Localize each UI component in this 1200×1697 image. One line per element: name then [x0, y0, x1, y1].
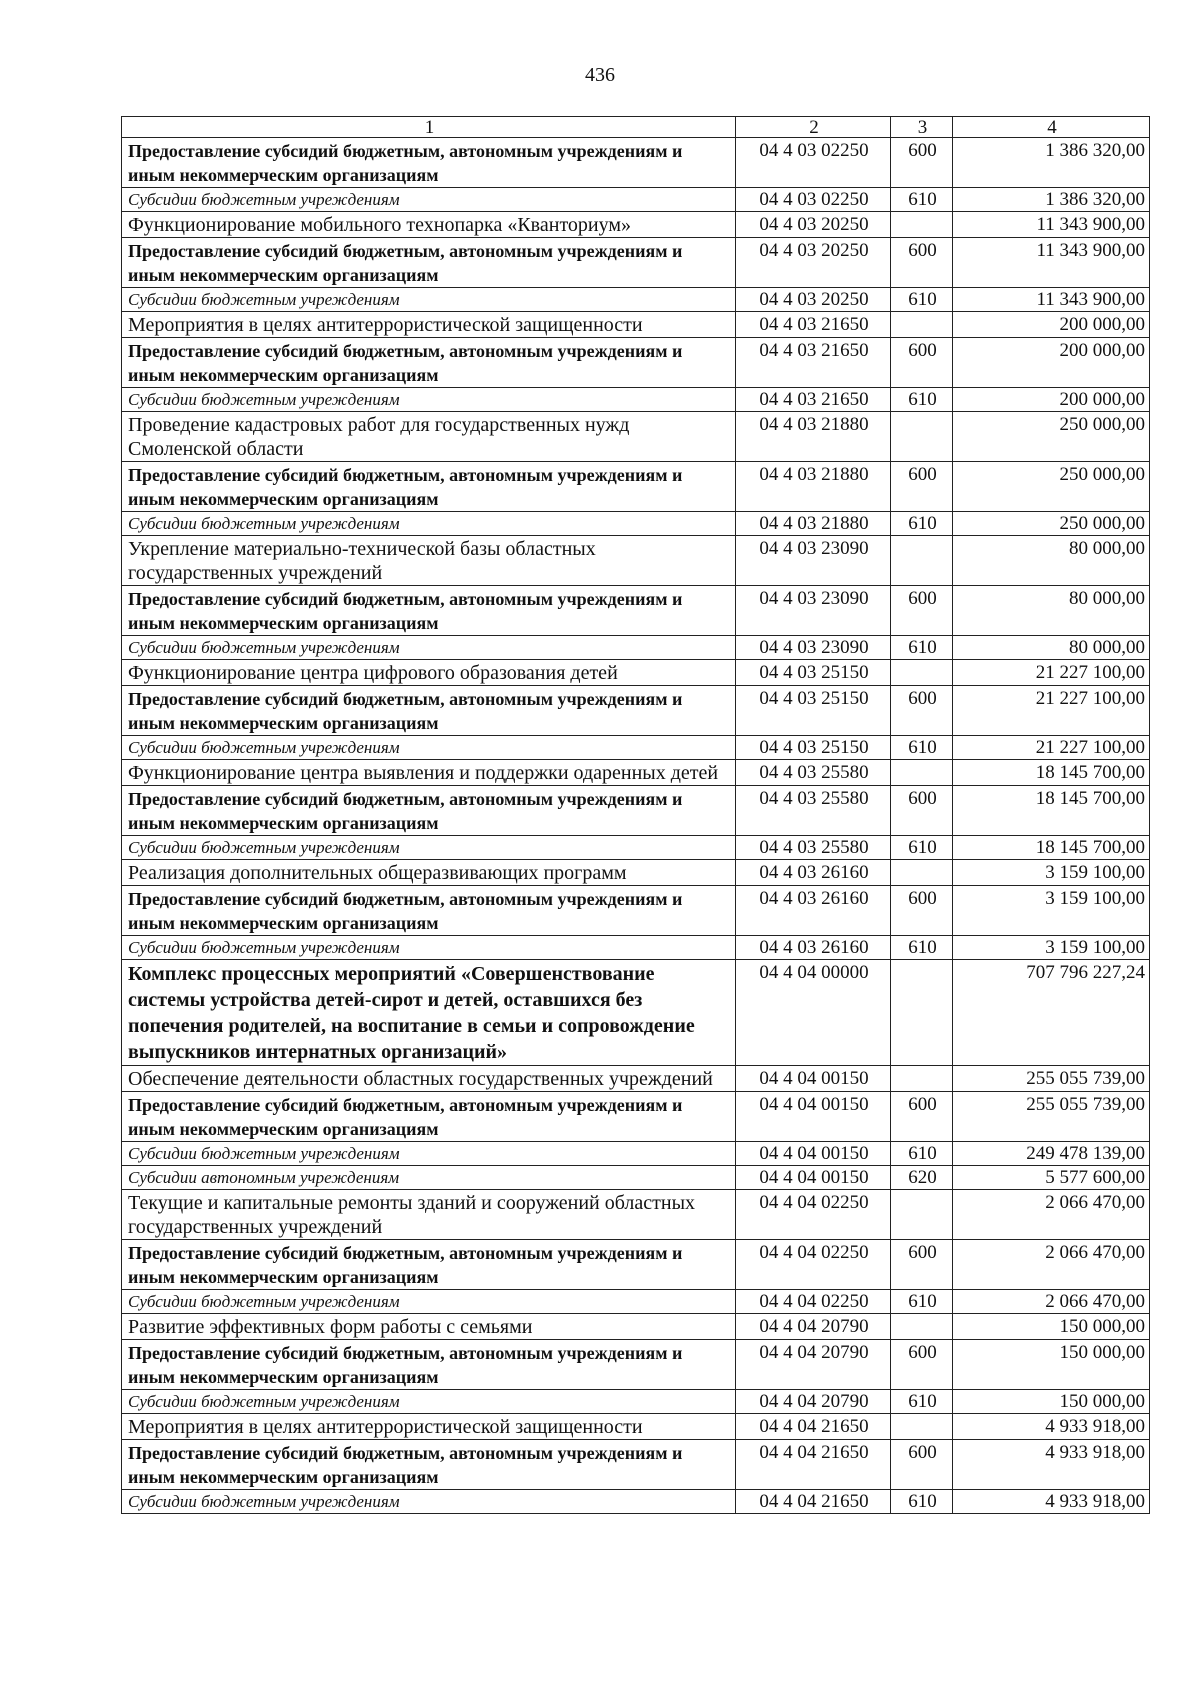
cell-name: Субсидии бюджетным учреждениям — [122, 636, 736, 660]
cell-name: Предоставление субсидий бюджетным, автономным учреждениям и иным некоммерческим организациям — [122, 1440, 736, 1490]
cell-code: 04 4 03 02250 — [736, 138, 891, 188]
cell-name: Предоставление субсидий бюджетным, автономным учреждениям и иным некоммерческим организациям — [122, 886, 736, 936]
table-row — [122, 1142, 1150, 1166]
cell-sum: 707 796 227,24 — [953, 960, 1150, 1066]
cell-name: Предоставление субсидий бюджетным, автономным учреждениям и иным некоммерческим организациям — [122, 1240, 736, 1290]
cell-code: 04 4 04 00150 — [736, 1142, 891, 1166]
table-row — [122, 138, 1150, 188]
table-row — [122, 936, 1150, 960]
cell-sum: 11 343 900,00 — [953, 238, 1150, 288]
cell-code: 04 4 04 21650 — [736, 1414, 891, 1440]
cell-name: Субсидии бюджетным учреждениям — [122, 736, 736, 760]
table-row — [122, 462, 1150, 512]
cell-sum: 2 066 470,00 — [953, 1190, 1150, 1240]
cell-expense-type — [891, 960, 953, 1066]
cell-code: 04 4 03 26160 — [736, 886, 891, 936]
table-row — [122, 188, 1150, 212]
cell-code: 04 4 03 21880 — [736, 462, 891, 512]
table-row — [122, 786, 1150, 836]
cell-expense-type: 600 — [891, 1340, 953, 1390]
cell-expense-type — [891, 1066, 953, 1092]
table-row — [122, 686, 1150, 736]
table-row — [122, 836, 1150, 860]
cell-expense-type: 600 — [891, 786, 953, 836]
table-row — [122, 860, 1150, 886]
cell-expense-type — [891, 660, 953, 686]
cell-code: 04 4 03 25150 — [736, 736, 891, 760]
table-row — [122, 338, 1150, 388]
cell-code: 04 4 04 00150 — [736, 1066, 891, 1092]
column-header-expense-type: 3 — [891, 117, 953, 138]
header-row — [122, 117, 1150, 138]
cell-expense-type: 610 — [891, 1390, 953, 1414]
cell-code: 04 4 03 20250 — [736, 238, 891, 288]
table-row — [122, 512, 1150, 536]
cell-expense-type: 610 — [891, 512, 953, 536]
cell-expense-type: 610 — [891, 636, 953, 660]
table-row — [122, 1092, 1150, 1142]
cell-code: 04 4 04 21650 — [736, 1440, 891, 1490]
column-header-name: 1 — [122, 117, 736, 138]
table-row — [122, 660, 1150, 686]
cell-name: Субсидии бюджетным учреждениям — [122, 1142, 736, 1166]
table-row — [122, 586, 1150, 636]
cell-expense-type: 610 — [891, 936, 953, 960]
table-row — [122, 238, 1150, 288]
cell-sum: 80 000,00 — [953, 536, 1150, 586]
cell-sum: 150 000,00 — [953, 1340, 1150, 1390]
cell-code: 04 4 03 25150 — [736, 686, 891, 736]
cell-expense-type: 600 — [891, 686, 953, 736]
table-row — [122, 1290, 1150, 1314]
cell-name: Предоставление субсидий бюджетным, автономным учреждениям и иным некоммерческим организациям — [122, 586, 736, 636]
cell-sum: 21 227 100,00 — [953, 660, 1150, 686]
table-row — [122, 886, 1150, 936]
cell-sum: 21 227 100,00 — [953, 686, 1150, 736]
cell-name: Предоставление субсидий бюджетным, автономным учреждениям и иным некоммерческим организациям — [122, 462, 736, 512]
cell-code: 04 4 03 25580 — [736, 836, 891, 860]
table-row — [122, 736, 1150, 760]
cell-sum: 200 000,00 — [953, 388, 1150, 412]
cell-code: 04 4 03 23090 — [736, 586, 891, 636]
cell-code: 04 4 03 02250 — [736, 188, 891, 212]
cell-sum: 1 386 320,00 — [953, 188, 1150, 212]
cell-expense-type — [891, 860, 953, 886]
table-row — [122, 636, 1150, 660]
cell-expense-type: 600 — [891, 462, 953, 512]
cell-name: Функционирование центра цифрового образования детей — [122, 660, 736, 686]
cell-expense-type: 610 — [891, 1290, 953, 1314]
table-row — [122, 288, 1150, 312]
cell-expense-type — [891, 1190, 953, 1240]
cell-sum: 2 066 470,00 — [953, 1290, 1150, 1314]
cell-sum: 250 000,00 — [953, 462, 1150, 512]
cell-name: Субсидии бюджетным учреждениям — [122, 288, 736, 312]
cell-code: 04 4 03 23090 — [736, 536, 891, 586]
cell-name: Субсидии автономным учреждениям — [122, 1166, 736, 1190]
cell-name: Субсидии бюджетным учреждениям — [122, 188, 736, 212]
cell-expense-type: 600 — [891, 338, 953, 388]
cell-sum: 250 000,00 — [953, 512, 1150, 536]
cell-code: 04 4 03 21650 — [736, 338, 891, 388]
cell-expense-type — [891, 412, 953, 462]
cell-code: 04 4 04 02250 — [736, 1190, 891, 1240]
cell-sum: 200 000,00 — [953, 312, 1150, 338]
cell-name: Предоставление субсидий бюджетным, автономным учреждениям и иным некоммерческим организациям — [122, 138, 736, 188]
cell-sum: 3 159 100,00 — [953, 860, 1150, 886]
cell-sum: 18 145 700,00 — [953, 760, 1150, 786]
cell-name: Функционирование мобильного технопарка «Кванториум» — [122, 212, 736, 238]
cell-sum: 4 933 918,00 — [953, 1414, 1150, 1440]
cell-expense-type — [891, 1414, 953, 1440]
table-row — [122, 1414, 1150, 1440]
table-row — [122, 1314, 1150, 1340]
cell-name: Мероприятия в целях антитеррористической защищенности — [122, 1414, 736, 1440]
cell-name: Реализация дополнительных общеразвивающих программ — [122, 860, 736, 886]
cell-name: Субсидии бюджетным учреждениям — [122, 1490, 736, 1514]
cell-sum: 5 577 600,00 — [953, 1166, 1150, 1190]
cell-name: Предоставление субсидий бюджетным, автономным учреждениям и иным некоммерческим организациям — [122, 338, 736, 388]
cell-sum: 11 343 900,00 — [953, 288, 1150, 312]
cell-name: Субсидии бюджетным учреждениям — [122, 836, 736, 860]
table-row — [122, 312, 1150, 338]
cell-expense-type: 610 — [891, 288, 953, 312]
cell-code: 04 4 03 25580 — [736, 760, 891, 786]
cell-name: Комплекс процессных мероприятий «Совершенствование системы устройства детей-сирот и детей, оставшихся без попечения родителей, на воспитание в семьи и сопровождение выпускников интернатных организаций» — [122, 960, 736, 1066]
cell-code: 04 4 03 25150 — [736, 660, 891, 686]
column-header-code: 2 — [736, 117, 891, 138]
cell-code: 04 4 04 02250 — [736, 1290, 891, 1314]
table-row — [122, 1340, 1150, 1390]
cell-name: Предоставление субсидий бюджетным, автономным учреждениям и иным некоммерческим организациям — [122, 1092, 736, 1142]
cell-expense-type — [891, 1314, 953, 1340]
table-row — [122, 1390, 1150, 1414]
cell-code: 04 4 03 25580 — [736, 786, 891, 836]
cell-code: 04 4 03 26160 — [736, 860, 891, 886]
cell-sum: 4 933 918,00 — [953, 1440, 1150, 1490]
cell-code: 04 4 04 21650 — [736, 1490, 891, 1514]
cell-name: Субсидии бюджетным учреждениям — [122, 1390, 736, 1414]
cell-code: 04 4 03 26160 — [736, 936, 891, 960]
table-body — [122, 138, 1150, 1514]
table-row — [122, 1166, 1150, 1190]
cell-code: 04 4 03 23090 — [736, 636, 891, 660]
table-row — [122, 960, 1150, 1066]
cell-sum: 80 000,00 — [953, 636, 1150, 660]
cell-code: 04 4 04 00150 — [736, 1166, 891, 1190]
cell-sum: 250 000,00 — [953, 412, 1150, 462]
table-row — [122, 1066, 1150, 1092]
table-row — [122, 1440, 1150, 1490]
cell-expense-type — [891, 760, 953, 786]
cell-name: Предоставление субсидий бюджетным, автономным учреждениям и иным некоммерческим организациям — [122, 686, 736, 736]
cell-expense-type: 600 — [891, 586, 953, 636]
cell-sum: 255 055 739,00 — [953, 1066, 1150, 1092]
table-row — [122, 1490, 1150, 1514]
cell-expense-type: 610 — [891, 388, 953, 412]
cell-name: Субсидии бюджетным учреждениям — [122, 936, 736, 960]
cell-expense-type: 600 — [891, 138, 953, 188]
cell-sum: 200 000,00 — [953, 338, 1150, 388]
cell-expense-type: 610 — [891, 1490, 953, 1514]
cell-code: 04 4 04 20790 — [736, 1390, 891, 1414]
cell-sum: 18 145 700,00 — [953, 786, 1150, 836]
cell-expense-type: 600 — [891, 886, 953, 936]
cell-sum: 1 386 320,00 — [953, 138, 1150, 188]
cell-code: 04 4 03 21650 — [736, 388, 891, 412]
cell-name: Функционирование центра выявления и поддержки одаренных детей — [122, 760, 736, 786]
cell-code: 04 4 04 02250 — [736, 1240, 891, 1290]
cell-sum: 11 343 900,00 — [953, 212, 1150, 238]
cell-code: 04 4 03 20250 — [736, 288, 891, 312]
cell-name: Развитие эффективных форм работы с семьями — [122, 1314, 736, 1340]
cell-expense-type: 610 — [891, 188, 953, 212]
cell-code: 04 4 03 20250 — [736, 212, 891, 238]
cell-name: Предоставление субсидий бюджетным, автономным учреждениям и иным некоммерческим организациям — [122, 1340, 736, 1390]
cell-code: 04 4 04 00150 — [736, 1092, 891, 1142]
budget-table — [121, 116, 1150, 1514]
page-number: 436 — [585, 64, 615, 86]
cell-sum: 150 000,00 — [953, 1314, 1150, 1340]
cell-sum: 21 227 100,00 — [953, 736, 1150, 760]
cell-sum: 4 933 918,00 — [953, 1490, 1150, 1514]
cell-name: Проведение кадастровых работ для государственных нужд Смоленской области — [122, 412, 736, 462]
cell-code: 04 4 04 00000 — [736, 960, 891, 1066]
cell-sum: 18 145 700,00 — [953, 836, 1150, 860]
cell-expense-type: 620 — [891, 1166, 953, 1190]
cell-expense-type — [891, 212, 953, 238]
cell-name: Укрепление материально-технической базы областных государственных учреждений — [122, 536, 736, 586]
cell-name: Текущие и капитальные ремонты зданий и сооружений областных государственных учреждений — [122, 1190, 736, 1240]
table-row — [122, 388, 1150, 412]
cell-sum: 150 000,00 — [953, 1390, 1150, 1414]
cell-code: 04 4 04 20790 — [736, 1314, 891, 1340]
cell-sum: 2 066 470,00 — [953, 1240, 1150, 1290]
table-header — [122, 117, 1150, 138]
cell-code: 04 4 03 21650 — [736, 312, 891, 338]
cell-code: 04 4 03 21880 — [736, 512, 891, 536]
cell-name: Обеспечение деятельности областных государственных учреждений — [122, 1066, 736, 1092]
cell-name: Субсидии бюджетным учреждениям — [122, 1290, 736, 1314]
cell-name: Мероприятия в целях антитеррористической защищенности — [122, 312, 736, 338]
cell-name: Субсидии бюджетным учреждениям — [122, 512, 736, 536]
table-row — [122, 212, 1150, 238]
cell-sum: 3 159 100,00 — [953, 886, 1150, 936]
cell-expense-type: 600 — [891, 1240, 953, 1290]
table-row — [122, 1190, 1150, 1240]
table-row — [122, 536, 1150, 586]
cell-sum: 249 478 139,00 — [953, 1142, 1150, 1166]
cell-name: Субсидии бюджетным учреждениям — [122, 388, 736, 412]
cell-expense-type: 610 — [891, 736, 953, 760]
column-header-sum: 4 — [953, 117, 1150, 138]
cell-expense-type — [891, 312, 953, 338]
table-row — [122, 412, 1150, 462]
cell-expense-type — [891, 536, 953, 586]
cell-expense-type: 610 — [891, 836, 953, 860]
table-row — [122, 1240, 1150, 1290]
table-row — [122, 760, 1150, 786]
cell-expense-type: 600 — [891, 1092, 953, 1142]
cell-sum: 80 000,00 — [953, 586, 1150, 636]
cell-name: Предоставление субсидий бюджетным, автономным учреждениям и иным некоммерческим организациям — [122, 786, 736, 836]
cell-code: 04 4 03 21880 — [736, 412, 891, 462]
cell-name: Предоставление субсидий бюджетным, автономным учреждениям и иным некоммерческим организациям — [122, 238, 736, 288]
cell-expense-type: 600 — [891, 1440, 953, 1490]
cell-expense-type: 600 — [891, 238, 953, 288]
cell-code: 04 4 04 20790 — [736, 1340, 891, 1390]
cell-sum: 3 159 100,00 — [953, 936, 1150, 960]
cell-expense-type: 610 — [891, 1142, 953, 1166]
cell-sum: 255 055 739,00 — [953, 1092, 1150, 1142]
